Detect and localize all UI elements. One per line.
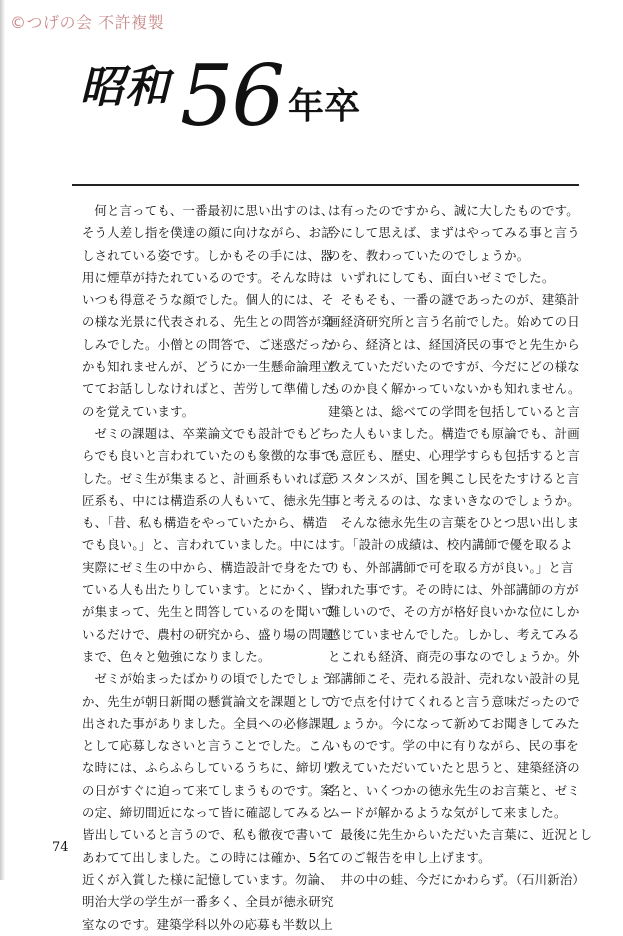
title-graduation: 年卒	[288, 85, 361, 127]
text-line: 近くが入賞した様に記憶しています。勿論、	[82, 871, 333, 887]
text-line: 方で点を付けてくれると言う意味だったので	[328, 693, 580, 709]
text-line: 教えていただいていたと思うと、建築経済の	[328, 760, 580, 776]
text-line: した。ゼミ生が集まると、計画系もいれば意	[82, 470, 334, 486]
text-line: 実際にゼミ生の中から、構造設計で身をたて	[82, 559, 334, 575]
text-line: いつも得意そうな顔でした。個人的には、そ	[82, 292, 334, 308]
text-line: のを覚えています。	[82, 403, 195, 419]
watermark: ©つげの会 不許複製	[10, 13, 165, 32]
text-line: でも良い。」と、言われていました。中には	[82, 537, 328, 553]
text-line: として応募しなさいと言うことでした。こん	[82, 738, 334, 754]
text-line: いずれにしても、面白いゼミでした。	[340, 269, 555, 285]
text-line: から、経済とは、経国済民の事でと先生から	[328, 336, 580, 352]
text-line: も、「昔、私も構造をやっていたから、構造	[82, 515, 328, 531]
text-line: 事と考えるのは、なまいきなのでしょうか。	[328, 492, 580, 508]
text-line: りも、外部講師で可を取る方が良い。」と言	[328, 559, 574, 575]
text-line: 最後に先生からいただいた言葉に、近況とし	[340, 827, 593, 843]
right-text-column	[328, 200, 593, 891]
text-line: ゼミが始まったばかりの頃でしたでしょう	[94, 671, 334, 687]
text-line: かも知れませんが、どうにか一生懸命論理立	[82, 359, 334, 375]
text-line: の日がすぐに迫って来てしまうものです。案	[82, 782, 333, 798]
text-line: てのご報告を申し上げます。	[328, 849, 491, 865]
text-line: 出された事がありました。全員への必修課題	[82, 715, 334, 731]
text-line: らでも良いと言われていたのも象徴的な事で	[82, 448, 334, 464]
text-line: ている人も出たりしています。とにかく、皆	[82, 582, 333, 598]
left-text-column	[82, 200, 334, 936]
text-line: とこれも経済、商売の事なのでしょうか。外	[328, 648, 580, 664]
text-line: 皆出していると言うので、私も徹夜で書いて	[82, 827, 334, 843]
text-line: 用に煙草が持たれているのです。そんな時は	[82, 269, 333, 285]
text-line: しされている姿です。しかもその手には、器	[82, 247, 333, 263]
text-line: が集まって、先生と問答しているのを聞いて	[82, 604, 334, 620]
text-line: 難しいので、その方が格好良いかな位にしか	[328, 604, 580, 620]
text-line: 室なのです。建築学科以外の応募も半数以上	[82, 916, 333, 932]
text-line: 感じていませんでした。しかし、考えてみる	[328, 626, 580, 642]
text-line: ゼミの課題は、卒業論文でも設計でもどち	[94, 425, 334, 441]
text-line: そんな徳永先生の言葉をひとつ思い出しま	[340, 515, 580, 531]
text-line: は有ったのですから、誠に大したものです。	[328, 203, 579, 218]
title-divider	[72, 184, 579, 186]
text-line: な時には、ふらふらしているうちに、締切り	[82, 760, 334, 776]
text-line: す。「設計の成績は、校内講師で優を取るよ	[328, 537, 573, 553]
text-line: 今にして思えば、まずはやってみる事と言う	[328, 225, 580, 241]
text-line: いものです。学の中に有りながら、民の事を	[328, 738, 579, 754]
text-line: も意匠も、歴史、心理学すらも包括すると言	[328, 448, 580, 464]
text-line: 名と、いくつかの徳永先生のお言葉と、ゼミ	[328, 782, 580, 798]
text-line: のを、教わっていたのでしょうか。	[328, 247, 530, 263]
text-line: そもそも、一番の謎であったのが、建築計	[340, 292, 580, 308]
text-line: われた事です。その時には、外部講師の方が	[328, 582, 579, 598]
text-line: そう人差し指を僕達の顔に向けながら、お話	[82, 225, 334, 241]
text-line: 何と言っても、一番最初に思い出すのは、	[94, 203, 334, 218]
text-line: 部講師こそ、売れる設計、売れない設計の見	[328, 671, 580, 687]
text-line: いるだけで、農村の研究から、盛り場の問題	[82, 626, 334, 642]
text-line: 明治大学の学生が一番多く、全員が徳永研究	[82, 894, 334, 910]
title-year: 56	[180, 47, 283, 145]
text-line: 建築とは、総べての学問を包括していると言	[328, 403, 580, 419]
text-line: しょうか。今になって新めてお聞きしてみた	[328, 715, 580, 731]
page-edge-shadow	[0, 0, 5, 880]
text-line: か、先生が朝日新聞の懸賞論文を課題として	[82, 693, 334, 709]
text-line: しみでした。小僧との問答で、ご迷惑だった	[82, 336, 334, 352]
text-line: った人もいました。構造でも原論でも、計画	[328, 425, 580, 441]
page-number: 74	[52, 840, 69, 855]
text-line: の定、締切間近になって皆に確認してみると	[82, 805, 334, 821]
title-era: 昭和	[80, 62, 170, 113]
text-line: 匠系も、中には構造系の人もいて、徳永先生	[82, 492, 334, 508]
text-line: ものか良く解かっていないかも知れません。	[328, 381, 581, 397]
text-line: 画経済研究所と言う名前でした。始めての日	[328, 314, 580, 330]
text-line: 井の中の蛙、今だにかわらず。（石川新治）	[340, 871, 586, 887]
text-line: の様な光景に代表される、先生との問答が楽	[82, 314, 334, 330]
text-line: 教えていただいたのですが、今だにどの様な	[328, 359, 580, 375]
text-line: まで、色々と勉強になりました。	[82, 648, 271, 664]
text-line: あわてて出しました。この時には確か、5名	[82, 849, 330, 865]
text-line: ムードが解かるような気がして来ました。	[328, 805, 567, 821]
text-line: ててお話ししなければと、苦労して準備した	[82, 381, 334, 397]
text-line: うスタンスが、国を興こし民をたすけると言	[328, 470, 580, 486]
